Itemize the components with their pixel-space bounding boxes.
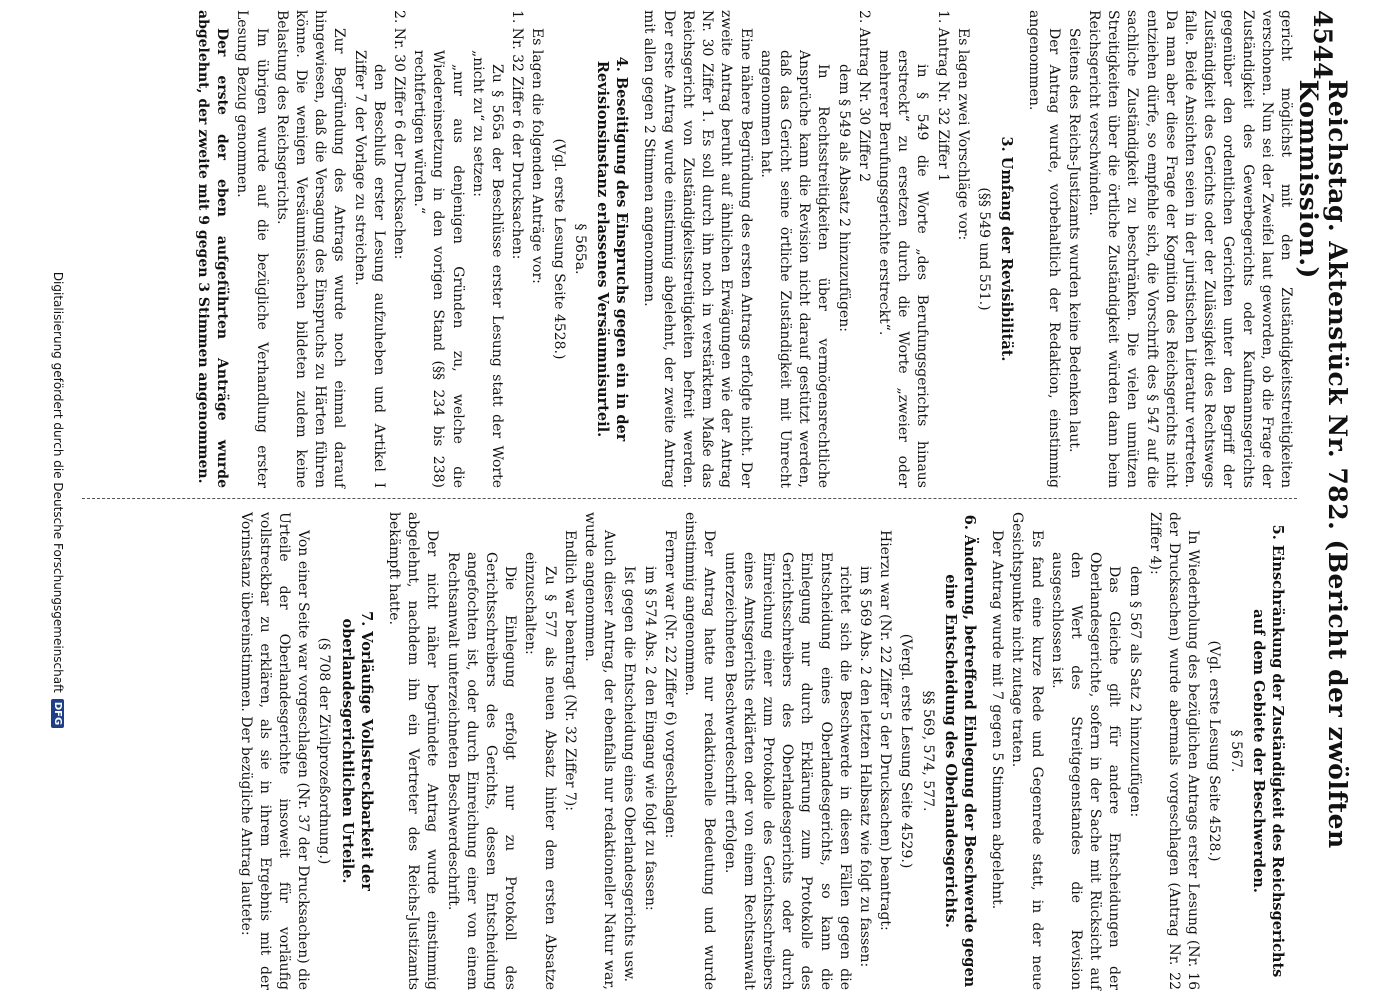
paragraph: Es lagen die folgenden Anträge vor: (529, 28, 546, 284)
quoted-text: dem § 549 als Absatz 2 hinzuzufügen: (835, 64, 852, 332)
paragraph: Von einer Seite war vorgeschlagen (Nr. 37 der Drucksachen) die Urteile der Oberlandesgerichte insoweit für vorläufig vollstreckbar zu erklären, als sie in ihrem Ergebnis mit der Vorinstanz übereinstimmen. Der bezügliche Antrag lautete: (237, 512, 312, 990)
paragraph: Zur Begründung des Antrags wurde noch einmal darauf hingewiesen, daß die Versagung des Einspruchs zu Härten führen könne. Die wenigen Versäumnissachen bildeten zudem keine Belastung des Reichsgerichts. (273, 10, 348, 488)
centered-line: (§ 708 der Zivilprozeßordnung.) (316, 637, 333, 865)
running-title: Reichstag. Aktenstück Nr. 782. (Bericht der zwölften Kommission.) (1294, 79, 1352, 849)
centered-line: (Vgl. erste Lesung Seite 4528.) (550, 138, 567, 360)
paragraph: Hierzu war (Nr. 22 Ziffer 5 der Drucksachen) beantragt: (877, 530, 894, 931)
page-number: 4544 (1308, 10, 1338, 80)
paragraph: Der Antrag hatte nur redaktionelle Bedeutung und wurde einstimmig angenommen. (682, 512, 718, 990)
centered-line: (Vergl. erste Lesung Seite 4529.) (898, 633, 915, 869)
list-item: 2. Antrag Nr. 30 Ziffer 2 (855, 10, 872, 183)
quoted-text: In Rechtsstreitigkeiten über vermögensrechtliche Ansprüche kann die Revision nicht darauf gestützt werden, daß das Gericht seine örtliche Zuständigkeit mit Unrecht angenommen hat. (757, 50, 832, 488)
paragraph: Eine nähere Begründung des ersten Antrags erfolgte nicht. Der zweite Antrag beruht auf ähnlichen Erwägungen wie der Antrag Nr. 30 Ziffer 1. Es soll durch ihn noch in verstärktem Maße das Reichsgericht von Zuständigkeitsstreitigkeiten befreit werden. Der erste Antrag wurde einstimmig abgelehnt, der zweite Antrag mit allen gegen 2 Stimmen angenommen. (641, 10, 754, 488)
paragraph: Der Antrag wurde mit 7 gegen 5 Stimmen abgelehnt. (989, 530, 1006, 910)
quoted-text: dem § 567 als Satz 2 hinzuzufügen: (1126, 566, 1143, 818)
paragraph: Seitens des Reichs-Justizamts wurden keine Bedenken laut. (1065, 28, 1082, 453)
paragraph: In Wiederholung des bezüglichen Antrags erster Lesung (Nr. 16 der Drucksachen) wurde abermals vorgeschlagen (Antrag Nr. 22 Ziffer 4): (1146, 512, 1202, 990)
quoted-text: in § 549 die Worte „des Berufungsgerichts hinaus erstreckt“ zu ersetzen durch die Worte „zweier oder mehrerer Berufungsgerichte erstreckt“. (875, 50, 931, 488)
quoted-text: Ist gegen die Entscheidung eines Oberlandesgerichts usw. (621, 566, 638, 982)
paragraph: Es lagen zwei Vorschläge vor: (954, 28, 971, 241)
quoted-text: richtet sich die Beschwerde in diesen Fällen gegen die Entscheidung eines Oberlandesgerichts, so kann die Einlegung nur durch Erklärung zum Protokolle des Gerichtsschreibers des Oberlandesgerichts oder durch Einreichung einer zum Protokolle des Gerichtsschreibers eines Amtsgerichts erklärten oder von einem Rechtsanwalt unterzeichneten Beschwerdeschrift erfolgen. (721, 552, 853, 990)
paragraph: Der erste der eben aufgeführten Anträge wurde abgelehnt, der zweite mit 9 gegen 3 Stimmen angenommen. (195, 10, 231, 488)
quoted-text: Die Einlegung erfolgt nur zu Protokoll des Gerichtsschreibers des Gerichts, dessen Entscheidung angefochten ist, oder durch Einreichung einer von einem Rechtsanwalt unterzeichneten Beschwerdeschrift. (444, 552, 519, 990)
section-heading: 6. Änderung, betreffend Einlegung der Beschwerde gegen eine Entscheidung des Oberlandesgerichts. (941, 514, 978, 988)
list-item: 1. Nr. 32 Ziffer 6 der Drucksachen: (509, 10, 526, 260)
paragraph: gericht möglichst mit den Zuständigkeitsstreitigkeiten verschonen. Nun sei der Zweifel laut geworden, ob die Frage der Zuständigkeit des Gewerbegerichts oder Kaufmannsgerichts gegenüber den ordentlichen Gerichten unter den Begriff der Zuständigkeit des Gerichts oder der Zulässigkeit des Rechtswegs falle. Beide Ansichten seien in der juristischen Literatur vertreten. Da man aber diese Frage der Kognition des Reichsgerichts nicht entziehen dürfe, so empfehle sich, die Vorschrift des § 547 auf die sachliche Zuständigkeit zu beschränken. Die vielen unnützen Streitigkeiten über die örtliche Zuständigkeit würden dann beim Reichsgericht verschwinden. (1085, 10, 1294, 488)
centered-line: § 567. (1227, 729, 1244, 773)
list-item: 1. Antrag Nr. 32 Ziffer 1 (934, 10, 951, 183)
paragraph: Im übrigen wurde auf die bezügliche Verhandlung erster Lesung Bezug genommen. (234, 10, 270, 488)
footer-credit: Digitalisierung gefördert durch die Deutsche Forschungsgemeinschaft (51, 271, 65, 693)
right-column (234, 512, 1295, 990)
column-divider (82, 498, 1297, 499)
paragraph: Auch dieser Antrag, der ebenfalls nur redaktioneller Natur war, wurde angenommen. (582, 512, 618, 990)
centered-line: § 565a. (571, 223, 588, 275)
dfg-logo: DFG (52, 699, 65, 728)
centered-line: (Vgl. erste Lesung Seite 4528.) (1206, 640, 1223, 862)
quoted-text: Zu § 577 als neuen Absatz hinter dem ersten Absatze einzuschalten: (522, 552, 558, 990)
centered-line: §§ 569, 574, 577. (919, 690, 936, 812)
centered-line: (§§ 549 und 551.) (975, 187, 992, 311)
quoted-text: Zu § 565a der Beschlüsse erster Lesung statt der Worte „nicht zu“ zu setzen: (469, 50, 506, 488)
document-scan (51, 6, 1352, 994)
quoted-text: im § 574 Abs. 2 den Eingang wie folgt zu fassen: (641, 566, 658, 911)
digitization-footer (47, 6, 69, 994)
paragraph: Endlich war beantragt (Nr. 32 Ziffer 7): (561, 530, 578, 811)
paragraph: Ferner war (Nr. 22 Ziffer 6) vorgeschlagen: (661, 530, 678, 839)
paragraph: Der Antrag wurde, vorbehaltlich der Redaktion, einstimmig angenommen. (1026, 10, 1062, 488)
left-column (192, 10, 1295, 488)
section-heading: 3. Umfang der Revisibilität. (998, 136, 1016, 362)
paragraph: Es fand eine kurze Rede und Gegenrede statt, in der neue Gesichtspunkte nicht zutage traten. (1009, 512, 1045, 990)
section-heading: 5. Einschränkung der Zuständigkeit des Reichsgerichts auf dem Gebiete der Beschwerden. (1249, 524, 1286, 978)
page-header (1294, 6, 1352, 994)
list-item: 2. Nr. 30 Ziffer 6 der Drucksachen: (391, 10, 408, 260)
quoted-text: „nur aus denjenigen Gründen zu, welche die Wiedereinsetzung in den vorigen Stand (§§ 234 bis 238) rechtfertigen würden.“ (411, 50, 466, 488)
quoted-text: im § 569 Abs. 2 den letzten Halbsatz wie folgt zu fassen: (856, 566, 873, 968)
quoted-text: den Beschluß erster Lesung aufzuheben und Artikel I Ziffer 7 der Vorlage zu streichen. (351, 50, 387, 488)
paragraph: Der nicht näher begründete Antrag wurde einstimmig abgelehnt, nachdem ihn ein Vertreter des Reichs-Justizamts bekämpft hatte. (386, 512, 441, 990)
section-heading: 7. Vorläufige Vollstreckbarkeit der oberlandesgerichtlichen Urteile. (338, 611, 375, 891)
quoted-text: Das Gleiche gilt für andere Entscheidungen der Oberlandesgerichte, sofern in der Sache mit Rücksicht auf den Wert des Streitgegenstandes die Revision ausgeschlossen ist. (1048, 552, 1123, 990)
section-heading: 4. Beseitigung des Einspruchs gegen ein in der Revisionsinstanz erlassenes Versäumnisurteil. (594, 56, 631, 442)
